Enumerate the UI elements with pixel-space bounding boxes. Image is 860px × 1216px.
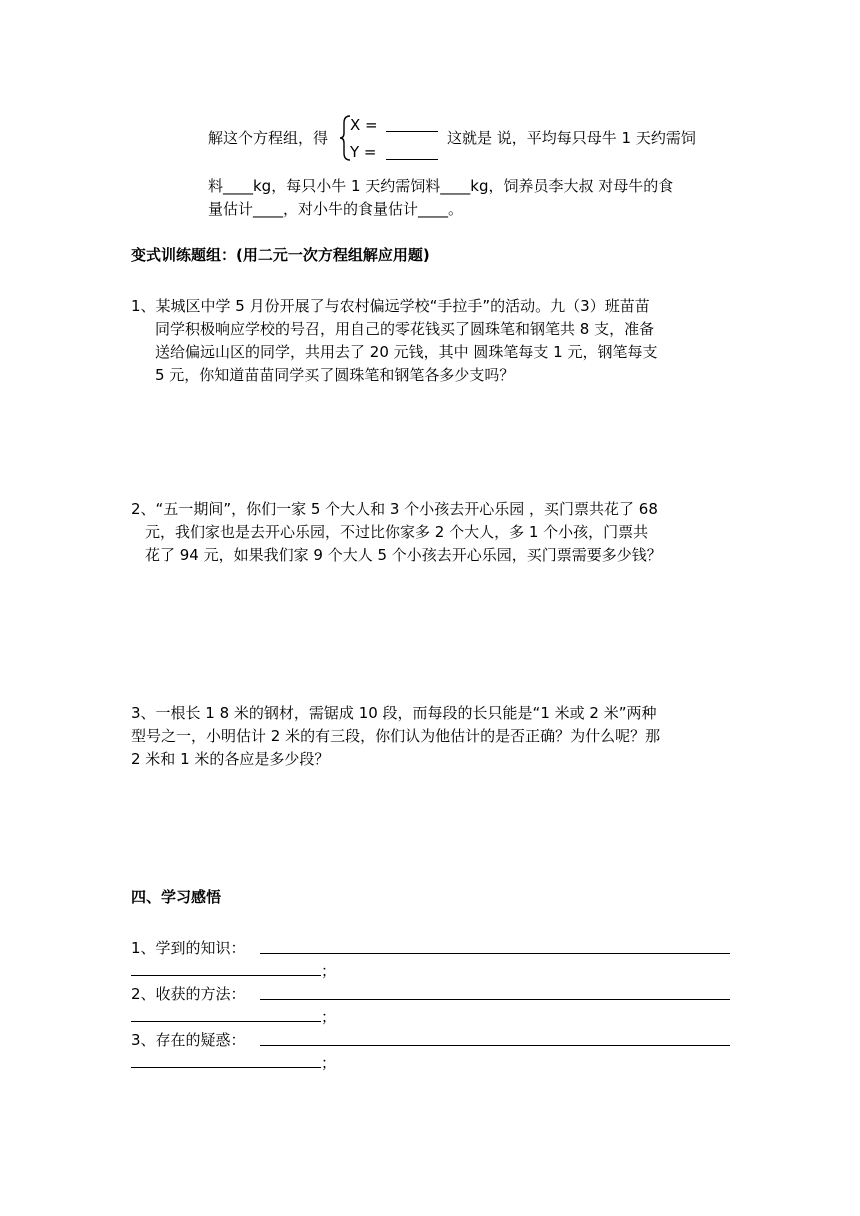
- problem1-line-4: 5 元，你知道苗苗同学买了圆珠笔和钢笔各多少支吗？: [155, 366, 515, 384]
- reflection-end-2: ；: [321, 1008, 337, 1026]
- problem1-line-3: 送给偏远山区的同学，共用去了 20 元钱，其中 圆珠笔每支 1 元，钢笔每支: [155, 343, 658, 361]
- reflection-label-1: 1、学到的知识：: [131, 939, 246, 957]
- intro-text-b: 这就是 说，平均每只母牛 1 天约需饲: [447, 129, 696, 147]
- reflection-input-2-line1[interactable]: [260, 999, 730, 1000]
- problem1-line-2: 同学积极响应学校的号召，用自己的零花钱买了圆珠笔和钢笔共 8 支，准备: [155, 320, 655, 338]
- problem2-line-3: 花了 94 元，如果我们家 9 个大人 5 个小孩去开心乐园，买门票需要多少钱？: [145, 546, 662, 564]
- intro-text-a: 解这个方程组，得: [208, 129, 329, 147]
- reflection-label-2: 2、收获的方法：: [131, 985, 246, 1003]
- x-blank[interactable]: [386, 131, 438, 132]
- intro-line-2: 料____kg，每只小牛 1 天约需饲料____kg，饲养员李大叔 对母牛的食: [208, 177, 674, 195]
- reflection-end-3: ；: [321, 1054, 337, 1072]
- reflection-input-1-line1[interactable]: [260, 953, 730, 954]
- variant-heading: 变式训练题组：(用二元一次方程组解应用题): [131, 246, 430, 264]
- reflection-label-3: 3、存在的疑惑：: [131, 1031, 246, 1049]
- x-equation: [350, 114, 378, 136]
- problem2-line-2: 元，我们家也是去开心乐园，不过比你家多 2 个大人，多 1 个小孩，门票共: [145, 523, 649, 541]
- x-label: X =: [350, 116, 378, 134]
- problem2-line-1: 2、“五一期间”，你们一家 5 个大人和 3 个小孩去开心乐园 ，买门票共花了 68: [131, 500, 658, 518]
- reflection-input-2-line2[interactable]: [131, 1021, 321, 1022]
- reflection-heading: 四、学习感悟: [131, 888, 222, 906]
- problem3-line-2: 型号之一，小明估计 2 米的有三段，你们认为他估计的是否正确？为什么呢？那: [131, 727, 661, 745]
- problem3-line-1: 3、一根长 1 8 米的钢材，需锯成 10 段，而每段的长只能是“1 米或 2 米”两种: [131, 704, 657, 722]
- problem1-line-1: 1、某城区中学 5 月份开展了与农村偏远学校“手拉手”的活动。九（3）班苗苗: [131, 297, 650, 315]
- problem3-line-3: 2 米和 1 米的各应是多少段？: [131, 750, 330, 768]
- y-label: Y =: [350, 143, 377, 161]
- reflection-input-1-line2[interactable]: [131, 975, 321, 976]
- reflection-input-3-line1[interactable]: [260, 1045, 730, 1046]
- y-blank[interactable]: [386, 159, 438, 160]
- y-equation: [350, 141, 377, 163]
- reflection-end-1: ；: [321, 962, 337, 980]
- intro-line-3: 量估计____，对小牛的食量估计____。: [208, 200, 464, 218]
- reflection-input-3-line2[interactable]: [131, 1067, 321, 1068]
